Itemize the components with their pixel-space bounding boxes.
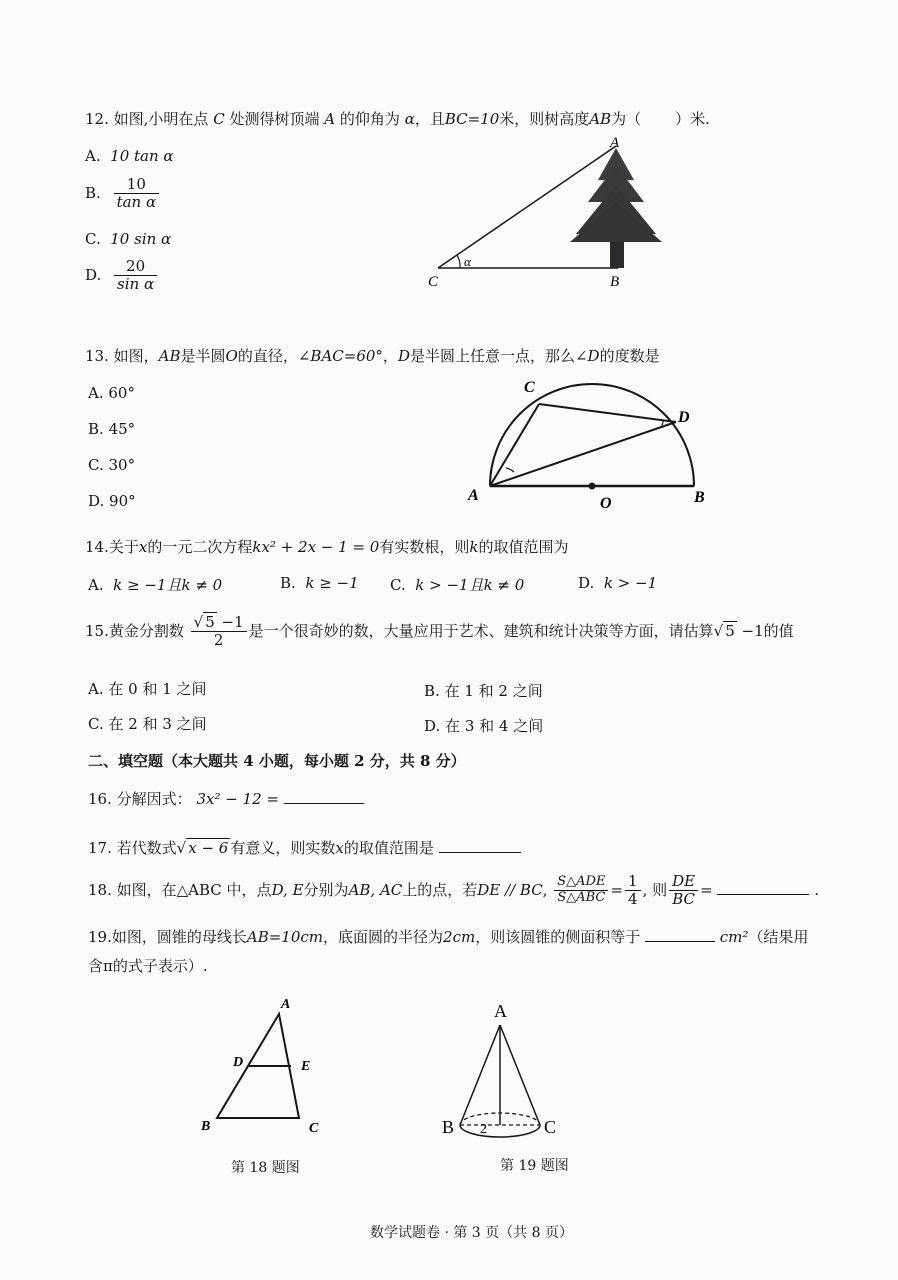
q14-option-d[interactable]: D. k > −1 — [578, 574, 658, 592]
q16-answer-blank[interactable] — [284, 803, 364, 804]
semicircle-label-d: D — [678, 409, 690, 426]
fig19-label-a: A — [494, 1001, 507, 1021]
q13-option-a[interactable]: A. 60° — [88, 384, 135, 402]
semicircle-label-c: C — [524, 379, 535, 396]
q12-option-a[interactable]: A. 10 tan α — [85, 147, 174, 165]
q12-option-d[interactable]: D. $\frac{20}{\text{sin α}}$ — [85, 258, 159, 294]
q12-number: 12. — [85, 110, 109, 128]
q16-number: 16. — [88, 790, 112, 808]
q13-stem: 13. 如图，AB是半圆O的直径，∠BAC=60°，D是半圆上任意一点，那么∠D的度数是 — [85, 347, 660, 365]
q16-stem: 16. 分解因式： 3x² − 12 = — [88, 788, 364, 809]
q17-number: 17. — [88, 839, 112, 857]
cone-base-front — [460, 1125, 540, 1137]
q15-option-c[interactable]: C. 在 2 和 3 之间 — [88, 715, 207, 733]
q13-semicircle-figure — [462, 372, 722, 512]
fig18-label-a: A — [281, 997, 291, 1012]
fig18-label-e: E — [301, 1059, 311, 1074]
page-footer: 数学试题卷 · 第 3 页（共 8 页） — [370, 1225, 573, 1241]
q14-stem: 14.关于x的一元二次方程kx² + 2x − 1 = 0有实数根，则k的取值范围为 — [85, 538, 569, 556]
q18-stem: 18. 如图，在△ABC 中，点D, E分别为AB, AC上的点，若DE // BC, $\frac{\text{S△ADE}}{\text{S△ABC}}$ = $\frac{1}{4}$ , 则 $\frac{DE}{BC}$ = . — [88, 872, 820, 909]
fig18-label-c: C — [309, 1121, 319, 1136]
fig19-cone-figure — [436, 995, 576, 1145]
q15-number: 15. — [85, 621, 109, 640]
tree-label-b: B — [610, 274, 620, 290]
q14-option-a[interactable]: A. k ≥ −1且k ≠ 0 — [88, 576, 223, 594]
q12-option-c[interactable]: C. 10 sin α — [85, 230, 172, 248]
q12-tree-figure — [420, 130, 680, 295]
q15-option-d[interactable]: D. 在 3 和 4 之间 — [424, 717, 544, 735]
q19-answer-blank[interactable] — [645, 941, 715, 942]
q19-stem: 19.如图，圆锥的母线长AB=10cm，底面圆的半径为2cm，则该圆锥的侧面积等于 cm²（结果用 — [88, 928, 809, 946]
fig18-triangle-figure — [195, 992, 335, 1142]
q14-number: 14. — [85, 538, 109, 556]
sight-line-ca — [438, 146, 616, 268]
q13-option-d[interactable]: D. 90° — [88, 492, 136, 510]
q13-option-c[interactable]: C. 30° — [88, 456, 136, 474]
q14-option-b[interactable]: B. k ≥ −1 — [280, 574, 359, 592]
q17-answer-blank[interactable] — [439, 852, 521, 853]
tree-icon — [570, 148, 662, 268]
angle-alpha-arc — [457, 255, 460, 268]
cone-slant-ac — [500, 1025, 540, 1125]
semicircle-label-o: O — [600, 495, 612, 512]
q12-stem: 12. 如图,小明在点 C 处测得树顶端 A 的仰角为 α，且BC=10米，则树高度AB为（ ）米. — [85, 110, 710, 128]
q13-option-b[interactable]: B. 45° — [88, 420, 136, 438]
q14-option-c[interactable]: C. k > −1且k ≠ 0 — [390, 576, 525, 594]
q12-option-b[interactable]: B. $\frac{10}{\text{tan α}}$ — [85, 176, 161, 212]
q18-answer-blank[interactable] — [717, 894, 809, 895]
fig18-label-b: B — [201, 1119, 211, 1134]
center-point-o — [589, 483, 596, 490]
fig19-label-b: B — [442, 1117, 455, 1137]
chord-ac — [490, 404, 539, 486]
cone-slant-ab — [460, 1025, 500, 1125]
semicircle-label-a: A — [468, 487, 479, 504]
fig18-label-d: D — [233, 1055, 244, 1070]
tree-label-c: C — [428, 274, 439, 290]
chord-ad — [490, 422, 676, 486]
semicircle-label-b: B — [694, 489, 705, 506]
q15-option-a[interactable]: A. 在 0 和 1 之间 — [88, 680, 207, 698]
fig18-caption: 第 18 题图 — [231, 1160, 300, 1176]
tree-label-alpha: α — [464, 254, 471, 269]
q13-number: 13. — [85, 347, 109, 365]
q19-number: 19. — [88, 928, 112, 946]
section2-title: 二、填空题（本大题共 4 小题，每小题 2 分，共 8 分） — [88, 752, 466, 770]
tree-label-a: A — [610, 135, 620, 151]
fig19-caption: 第 19 题图 — [500, 1158, 569, 1174]
q17-stem: 17. 若代数式√ x − 6 有意义，则实数x的取值范围是 — [88, 837, 521, 858]
angle-a-arc — [506, 468, 514, 472]
q19-stem-cont: 含π的式子表示）. — [88, 957, 208, 975]
q15-option-b[interactable]: B. 在 1 和 2 之间 — [424, 682, 543, 700]
q15-stem: 15.黄金分割数 $\frac{√ 5 -1}{2}$ 是一个很奇妙的数，大量应用于艺术、建筑和统计决策等方面，请估算√ 5 −1的值 — [85, 613, 794, 650]
fig19-label-c: C — [544, 1117, 557, 1137]
fig19-label-radius: 2 — [480, 1122, 487, 1137]
q18-number: 18. — [88, 880, 112, 899]
